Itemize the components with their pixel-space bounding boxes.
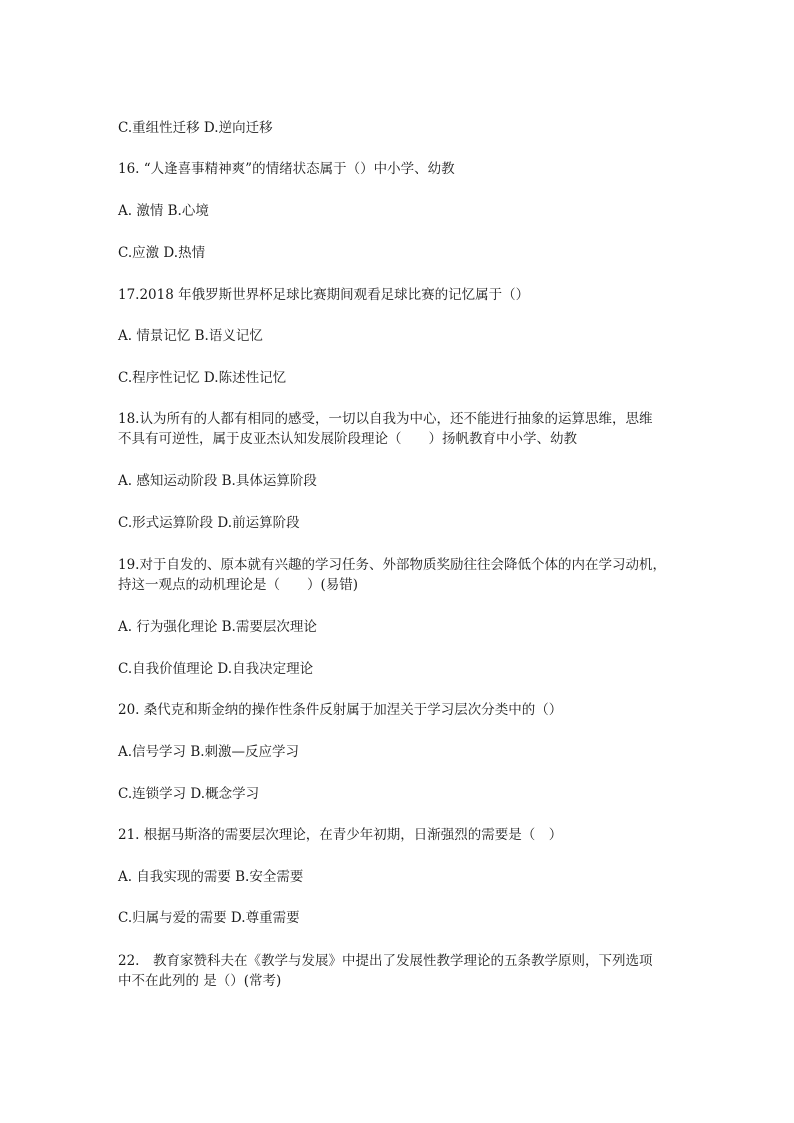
option-line-20-ab: A.信号学习 B.刺激—反应学习	[118, 744, 300, 760]
option-line-18-cd: C.形式运算阶段 D.前运算阶段	[118, 515, 300, 531]
option-line-16-cd: C.应激 D.热情	[118, 245, 206, 261]
question-18-line-1: 18.认为所有的人都有相同的感受，一切以自我为中心，还不能进行抽象的运算思维，思维	[118, 411, 653, 427]
option-line-17-cd: C.程序性记忆 D.陈述性记忆	[118, 370, 287, 386]
option-line-21-ab: A. 自我实现的需要 B.安全需要	[118, 869, 304, 885]
question-22-line-1: 22. 教育家赞科夫在《教学与发展》中提出了发展性教学理论的五条教学原则，下列选项	[118, 953, 653, 969]
option-line-18-ab: A. 感知运动阶段 B.具体运算阶段	[118, 473, 317, 489]
option-line-21-cd: C.归属与爱的需要 D.尊重需要	[118, 910, 300, 926]
question-21: 21. 根据马斯洛的需要层次理论，在青少年初期，日渐强烈的需要是（ ）	[118, 827, 563, 843]
question-20: 20. 桑代克和斯金纳的操作性条件反射属于加涅关于学习层次分类中的（）	[118, 702, 563, 718]
option-line-16-ab: A. 激情 B.心境	[118, 203, 209, 219]
question-22-line-2: 中不在此列的 是（）(常考)	[118, 973, 282, 989]
option-line-17-ab: A. 情景记忆 B.语义记忆	[118, 328, 263, 344]
question-17: 17.2018 年俄罗斯世界杯足球比赛期间观看足球比赛的记忆属于（）	[118, 287, 530, 303]
option-line-19-cd: C.自我价值理论 D.自我决定理论	[118, 661, 314, 677]
option-line-20-cd: C.连锁学习 D.概念学习	[118, 786, 260, 802]
option-line-15-cd: C.重组性迁移 D.逆向迁移	[118, 120, 273, 136]
question-18-line-2: 不具有可逆性，属于皮亚杰认知发展阶段理论（ ）扬帆教育中小学、幼教	[118, 431, 577, 447]
question-16: 16. “人逢喜事精神爽”的情绪状态属于（）中小学、幼教	[118, 161, 455, 177]
question-19-line-1: 19.对于自发的、原本就有兴趣的学习任务、外部物质奖励往往会降低个体的内在学习动机，	[118, 557, 666, 573]
question-19-line-2: 持这一观点的动机理论是（ ）(易错)	[118, 577, 359, 593]
option-line-19-ab: A. 行为强化理论 B.需要层次理论	[118, 619, 317, 635]
